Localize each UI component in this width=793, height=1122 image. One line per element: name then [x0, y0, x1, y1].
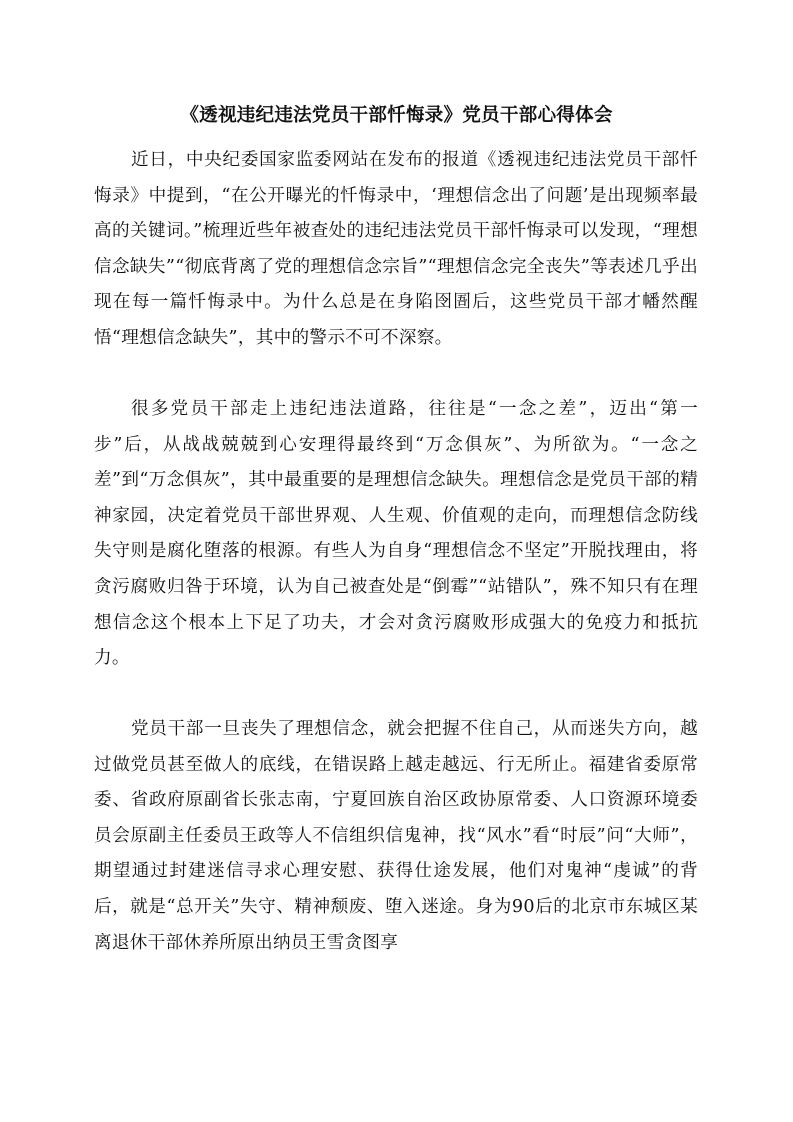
paragraph-2: 很多党员干部走上违纪违法道路，往往是“一念之差”，迈出“第一步”后，从战战兢兢到心安理得最终到“万念俱灰”、为所欲为。“一念之差”到“万念俱灰”，其中最重要的是理想信念缺失。理想信念是党员干部的精神家园，决定着党员干部世界观、人生观、价值观的走向，而理想信念防线失守则是腐化堕落的根源。有些人为自身“理想信念不坚定”开脱找理由，将贪污腐败归咎于环境，认为自己被查处是“倒霉”“站错队”，殊不知只有在理想信念这个根本上下足了功夫，才会对贪污腐败形成强大的免疫力和抵抗力。 — [94, 399, 698, 669]
document-title: 《透视违纪违法党员干部忏悔录》党员干部心得体会 — [180, 105, 613, 126]
paragraph-1: 近日，中央纪委国家监委网站在发布的报道《透视违纪违法党员干部忏悔录》中提到，“在公开曝光的忏悔录中，‘理想信念出了问题’是出现频率最高的关键词。”梳理近些年被查处的违纪违法党员干部忏悔录可以发现，“理想信念缺失”“彻底背离了党的理想信念宗旨”“理想信念完全丧失”等表述几乎出现在每一篇忏悔录中。为什么总是在身陷囹圄后，这些党员干部才幡然醒悟“理想信念缺失”，其中的警示不可不深察。 — [94, 150, 698, 348]
paragraph-3: 党员干部一旦丧失了理想信念，就会把握不住自己，从而迷失方向，越过做党员甚至做人的底线，在错误路上越走越远、行无所止。福建省委原常委、省政府原副省长张志南，宁夏回族自治区政协原常委、人口资源环境委员会原副主任委员王政等人不信组织信鬼神，找“风水”看“时辰”问“大师”，期望通过封建迷信寻求心理安慰、获得仕途发展，他们对鬼神“虔诚”的背后，就是“总开关”失守、精神颓废、堕入迷途。身为90后的北京市东城区某离退休干部休养所原出纳员王雪贪图享 — [94, 719, 698, 953]
